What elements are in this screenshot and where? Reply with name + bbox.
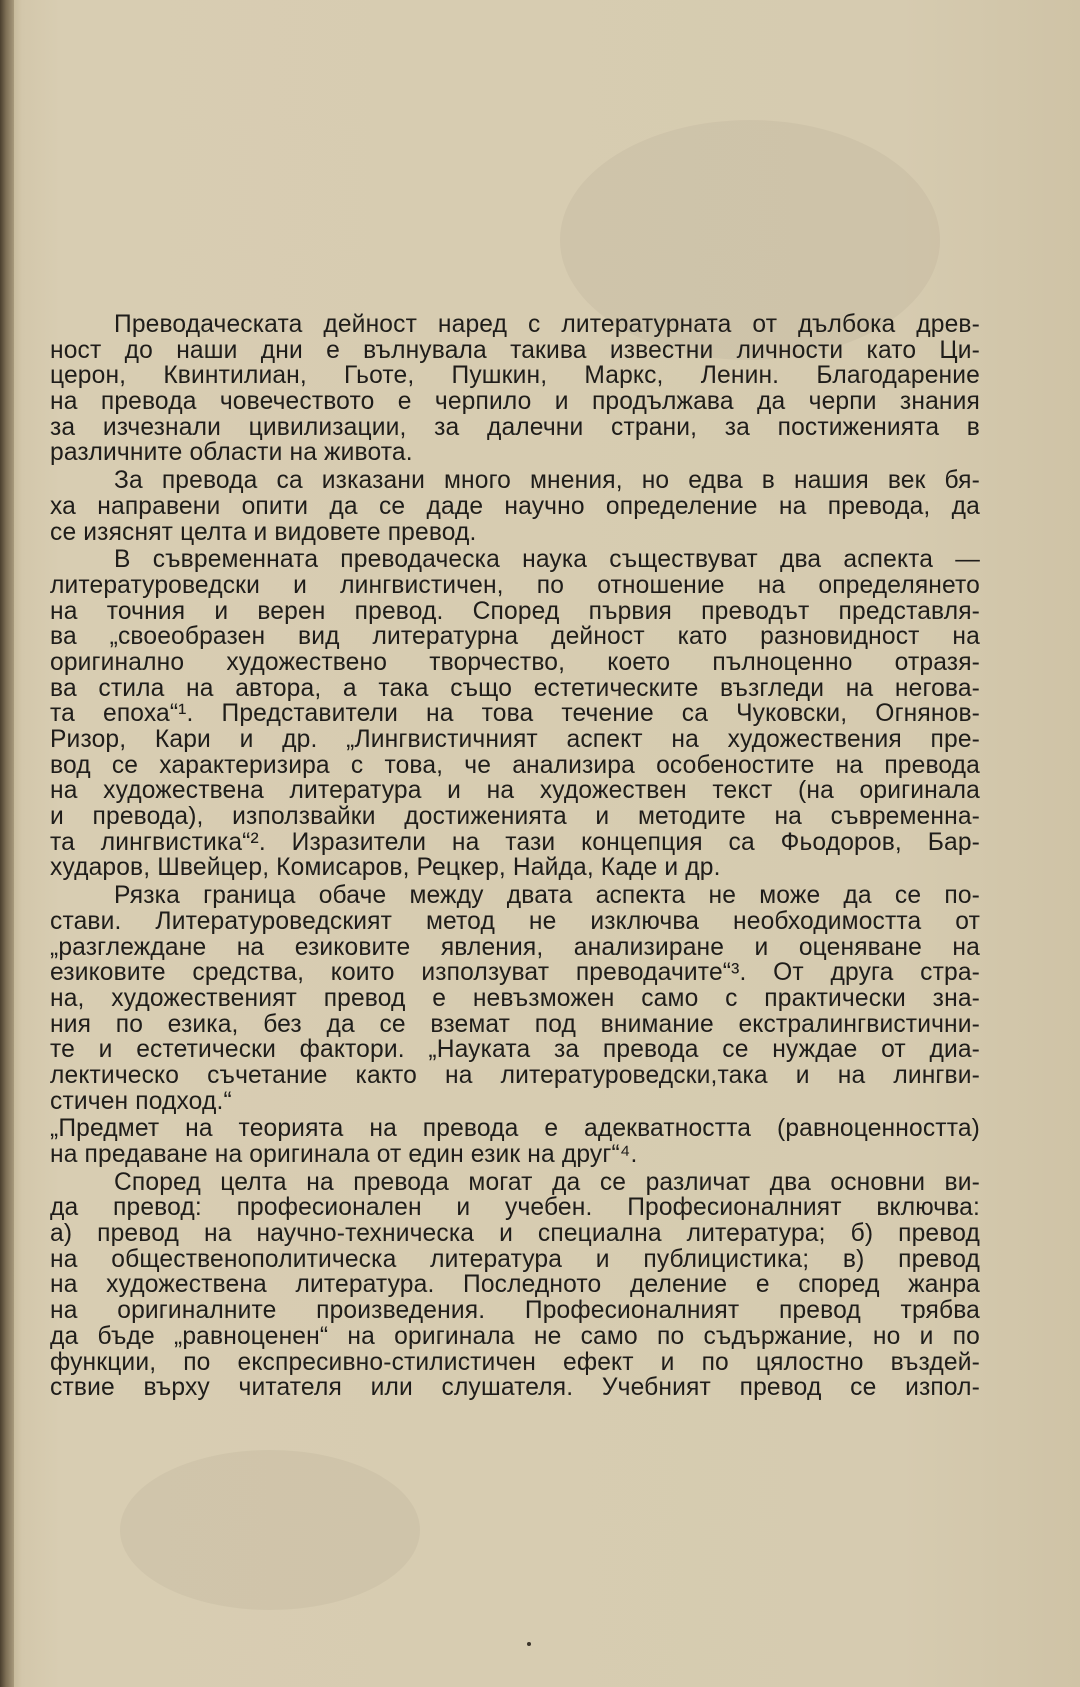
text-line: да превод: професионален и учебен. Професионалният включва:: [50, 1194, 980, 1222]
text-line: на, художественият превод е невъзможен само с практически зна-: [50, 984, 980, 1012]
text-line: на художествена литература. Последното деление е според жанра: [50, 1271, 980, 1299]
text-line: „разглеждане на езиковите явления, анализиране и оценяване на: [50, 933, 980, 961]
text-line: езиковите средства, които използуват преводачите“³. От друга стра-: [50, 959, 980, 987]
text-line: за изчезнали цивилизации, за далечни страни, за постиженията в: [50, 413, 980, 441]
text-line: та епоха“¹. Представители на това течение са Чуковски, Огнянов-: [50, 700, 980, 728]
text-line: хударов, Швейцер, Комисаров, Рецкер, Найда, Каде и др.: [50, 854, 721, 882]
text-line: те и естетически фактори. „Науката за превода се нуждае от диа-: [50, 1036, 980, 1064]
text-line: В съвременната преводаческа наука съществуват два аспекта —: [114, 546, 980, 574]
text-line: Рязка граница обаче между двата аспекта не може да се по-: [114, 882, 980, 910]
text-line: церон, Квинтилиан, Гьоте, Пушкин, Маркс, Ленин. Благодарение: [50, 362, 980, 390]
text-line: на точния и верен превод. Според първия преводът представля-: [50, 597, 980, 625]
text-line: За превода са изказани много мнения, но едва в нашия век бя-: [114, 467, 980, 495]
text-line: оригинално художествено творчество, което пълноценно отразя-: [50, 648, 980, 676]
text-line: функции, по експресивно-стилистичен ефект и по цялостно въздей-: [50, 1348, 980, 1376]
paper-stain: [120, 1450, 420, 1610]
text-line: лектическо съчетание както на литературоведски,така и на лингви-: [50, 1061, 980, 1089]
text-line: на художествена литература и на художествен текст (на оригинала: [50, 777, 980, 805]
text-line: „Предмет на теорията на превода е адекватността (равноценността): [50, 1115, 980, 1143]
text-line: ност до наши дни е вълнувала такива известни личности като Ци-: [50, 336, 980, 364]
text-line: та лингвистика“². Изразители на тази концепция са Фьодоров, Бар-: [50, 828, 980, 856]
text-line: ния по езика, без да се вземат под внимание екстралингвистични-: [50, 1010, 980, 1038]
text-line: вод се характеризира с това, че анализира особеностите на превода: [50, 751, 980, 779]
text-line: ствие върху читателя или слушателя. Учебният превод се изпол-: [50, 1374, 980, 1402]
book-binding-edge: [0, 0, 14, 1687]
text-line: на превода човечеството е черпило и продължава да черпи знания: [50, 388, 980, 416]
paragraph-6: [50, 1170, 980, 1401]
text-line: и превода), използвайки достиженията и методите на съвременна-: [50, 803, 980, 831]
text-line: стави. Литературоведският метод не изключва необходимостта от: [50, 907, 980, 935]
text-line: се изяснят целта и видовете превод.: [50, 518, 477, 546]
ink-speck: [527, 1642, 531, 1646]
text-line: ва стила на автора, а така също естетическите възгледи на негова-: [50, 674, 980, 702]
text-line: ва „своеобразен вид литературна дейност като разновидност на: [50, 623, 980, 651]
text-line: на предаване на оригинала от един език на друг“⁴.: [50, 1141, 638, 1168]
text-line: стичен подход.“: [50, 1087, 232, 1115]
text-line: Според целта на превода могат да се различат два основни ви-: [114, 1168, 980, 1196]
paragraph-3: [50, 547, 980, 881]
text-line: Преводаческата дейност наред с литературната от дълбока древ-: [114, 311, 980, 338]
text-line: на общественополитическа литература и публицистика; в) превод: [50, 1245, 980, 1273]
text-line: Ризор, Кари и др. „Лингвистичният аспект на художествения пре-: [50, 726, 980, 753]
text-line: да бъде „равноценен“ на оригинала не само по съдържание, но и по: [50, 1322, 980, 1350]
paragraph-1: [50, 312, 980, 466]
paragraph-5: [50, 1116, 980, 1167]
text-line: различните области на живота.: [50, 439, 413, 467]
text-line: ха направени опити да се даде научно определение на превода, да: [50, 492, 980, 520]
body-text: [50, 312, 980, 1403]
text-line: на оригиналните произведения. Професионалният превод трябва: [50, 1297, 980, 1325]
text-line: а) превод на научно-техническа и специална литература; б) превод: [50, 1220, 980, 1248]
paragraph-4: [50, 883, 980, 1114]
paragraph-2: [50, 468, 980, 545]
text-line: литературоведски и лингвистичен, по отношение на определянето: [50, 571, 980, 599]
